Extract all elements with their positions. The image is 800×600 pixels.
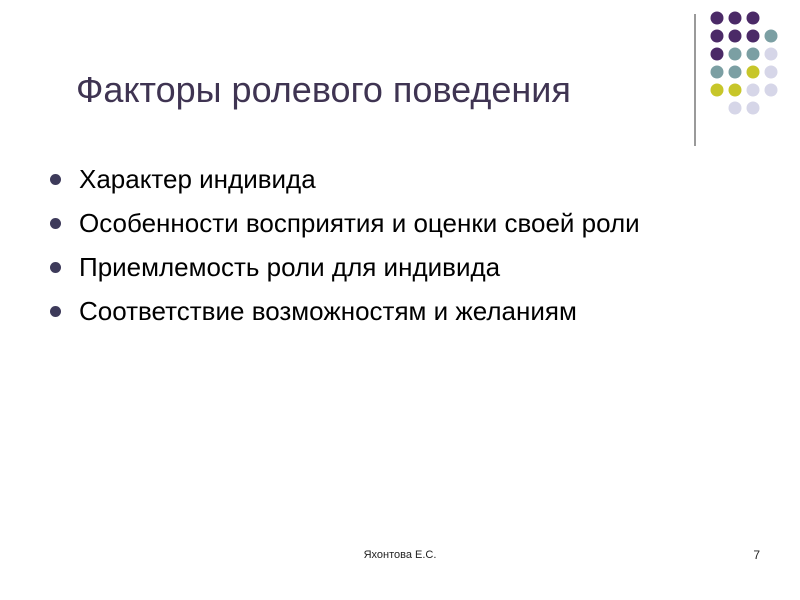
bullet-item bbox=[48, 250, 738, 284]
bullet-text: Приемлемость роли для индивида bbox=[79, 252, 501, 282]
bullet-text: Соответствие возможностям и желаниям bbox=[79, 296, 577, 326]
bullet-text: Особенности восприятия и оценки своей роли bbox=[79, 208, 640, 238]
decorative-dot bbox=[747, 102, 760, 115]
decorative-dot bbox=[765, 48, 778, 61]
decorative-dot bbox=[747, 48, 760, 61]
decorative-dot bbox=[711, 84, 724, 97]
decorative-dot bbox=[747, 30, 760, 43]
bullet-icon bbox=[50, 218, 61, 229]
bullet-list bbox=[48, 162, 738, 338]
bullet-text: Характер индивида bbox=[79, 164, 316, 194]
decorative-dot bbox=[747, 66, 760, 79]
slide-title: Факторы ролевого поведения bbox=[76, 69, 571, 110]
page-number: 7 bbox=[753, 548, 760, 562]
bullet-item bbox=[48, 206, 738, 240]
decorative-dot bbox=[729, 66, 742, 79]
vertical-divider bbox=[694, 14, 696, 146]
decorative-dot bbox=[765, 66, 778, 79]
decorative-dot bbox=[747, 84, 760, 97]
decorative-dot bbox=[711, 66, 724, 79]
decorative-dot bbox=[765, 84, 778, 97]
bullet-icon bbox=[50, 174, 61, 185]
decorative-dot-grid bbox=[707, 10, 797, 130]
decorative-dot bbox=[711, 48, 724, 61]
footer-author: Яхонтова Е.С. bbox=[363, 549, 437, 561]
decorative-dot bbox=[729, 30, 742, 43]
decorative-dot bbox=[729, 12, 742, 25]
decorative-dot bbox=[711, 30, 724, 43]
bullet-icon bbox=[50, 262, 61, 273]
bullet-item bbox=[48, 162, 738, 196]
decorative-dot bbox=[729, 84, 742, 97]
decorative-dot bbox=[711, 12, 724, 25]
decorative-dot bbox=[729, 102, 742, 115]
decorative-dot bbox=[765, 30, 778, 43]
decorative-dot bbox=[729, 48, 742, 61]
bullet-icon bbox=[50, 306, 61, 317]
bullet-item bbox=[48, 294, 738, 328]
decorative-dot bbox=[747, 12, 760, 25]
